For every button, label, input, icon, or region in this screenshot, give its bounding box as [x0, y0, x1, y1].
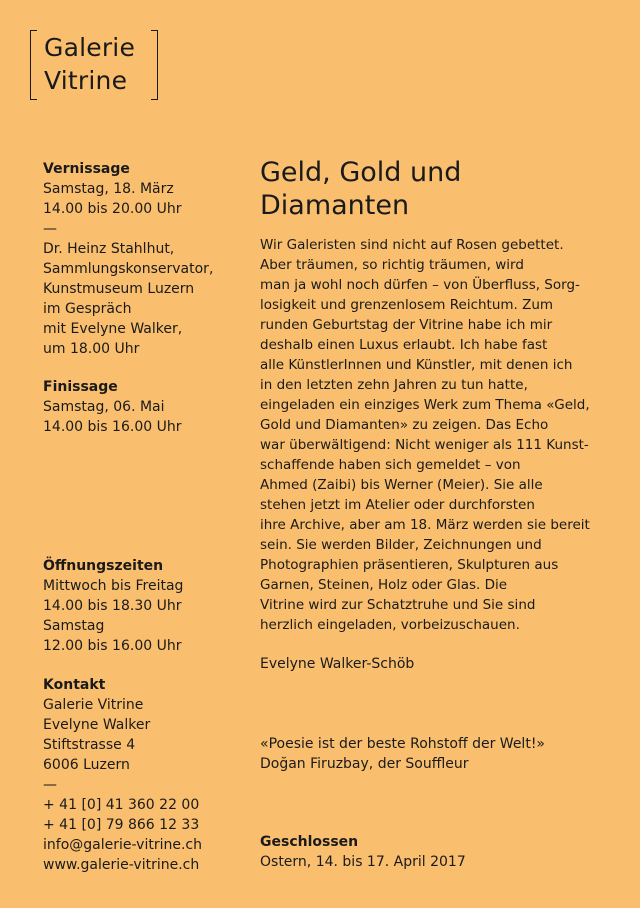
- article-line: Gold und Diamanten» zu zeigen. Das Echo: [260, 417, 549, 433]
- logo-line-2: Vitrine: [44, 66, 128, 95]
- vernissage-date: Samstag, 18. März: [43, 181, 174, 197]
- article-title-line: Diamanten: [260, 190, 410, 221]
- vernissage-dash: —: [43, 221, 57, 237]
- article-line: ihre Archive, aber am 18. März werden sie bereit: [260, 517, 590, 533]
- closed-heading: Geschlossen: [260, 834, 359, 850]
- vernissage-talk-line: Sammlungskonservator,: [43, 261, 214, 277]
- hours-section: [43, 556, 243, 656]
- vernissage-talk-line: Dr. Heinz Stahlhut,: [43, 241, 175, 257]
- article-author-block: [260, 654, 610, 674]
- article-line: Vitrine wird zur Schatztruhe und Sie sind: [260, 597, 536, 613]
- finissage-time: 14.00 bis 16.00 Uhr: [43, 419, 182, 435]
- vernissage-time: 14.00 bis 20.00 Uhr: [43, 201, 182, 217]
- logo-bracket-left: [30, 30, 37, 100]
- vernissage-talk-line: um 18.00 Uhr: [43, 341, 140, 357]
- contact-line: Galerie Vitrine: [43, 697, 144, 713]
- vernissage-talk-line: Kunstmuseum Luzern: [43, 281, 195, 297]
- contact-heading: Kontakt: [43, 677, 106, 693]
- hours-heading: Öffnungszeiten: [43, 558, 164, 574]
- hours-line: Samstag: [43, 618, 105, 634]
- article-line: Aber träumen, so richtig träumen, wird: [260, 257, 524, 273]
- article-line: man ja wohl noch dürfen – von Überfluss, Sorg-: [260, 277, 580, 293]
- article-line: Photographien präsentieren, Skulpturen aus: [260, 557, 559, 573]
- hours-line: 14.00 bis 18.30 Uhr: [43, 598, 182, 614]
- finissage-date: Samstag, 06. Mai: [43, 399, 165, 415]
- article-author: Evelyne Walker-Schöb: [260, 656, 415, 672]
- article-title: [260, 156, 461, 222]
- closed-section: [260, 832, 610, 872]
- article-line: herzlich eingeladen, vorbeizuschauen.: [260, 617, 520, 633]
- contact-website[interactable]: www.galerie-vitrine.ch: [43, 857, 200, 873]
- contact-line: 6006 Luzern: [43, 757, 130, 773]
- finissage-section: [43, 377, 243, 437]
- vernissage-talk-line: mit Evelyne Walker,: [43, 321, 183, 337]
- logo-line-1: Galerie: [44, 33, 136, 62]
- article-line: Garnen, Steinen, Holz oder Glas. Die: [260, 577, 508, 593]
- vernissage-heading: Vernissage: [43, 161, 130, 177]
- quote-text: «Poesie ist der beste Rohstoff der Welt!»: [260, 736, 545, 752]
- article-line: in den letzten zehn Jahren zu tun hatte,: [260, 377, 528, 393]
- article-line: losigkeit und grenzenlosem Reichtum. Zum: [260, 297, 554, 313]
- article-line: Wir Galeristen sind nicht auf Rosen gebettet.: [260, 237, 564, 253]
- contact-email[interactable]: info@galerie-vitrine.ch: [43, 837, 202, 853]
- contact-line: Evelyne Walker: [43, 717, 151, 733]
- quote-attribution: Doğan Firuzbay, der Souffleur: [260, 756, 469, 772]
- vernissage-section: [43, 159, 243, 359]
- finissage-heading: Finissage: [43, 379, 118, 395]
- contact-phone-2: + 41 [0] 79 866 12 33: [43, 817, 200, 833]
- hours-line: 12.00 bis 16.00 Uhr: [43, 638, 182, 654]
- article-line: eingeladen ein einziges Werk zum Thema «Geld,: [260, 397, 590, 413]
- article-body: [260, 235, 610, 635]
- article-line: stehen jetzt im Atelier oder durchforsten: [260, 497, 535, 513]
- hours-line: Mittwoch bis Freitag: [43, 578, 184, 594]
- contact-dash: —: [43, 777, 57, 793]
- logo-bracket-right: [151, 30, 158, 100]
- article-line: deshalb einen Luxus erlaubt. Ich habe fast: [260, 337, 548, 353]
- article-line: alle KünstlerInnen und Künstler, mit denen ich: [260, 357, 573, 373]
- article-title-line: Geld, Gold und: [260, 157, 462, 188]
- article-line: Ahmed (Zaibi) bis Werner (Meier). Sie alle: [260, 477, 543, 493]
- quote-block: [260, 734, 610, 774]
- logo: [30, 30, 158, 100]
- contact-section: [43, 675, 243, 875]
- article-line: war überwältigend: Nicht weniger als 111 Kunst-: [260, 437, 589, 453]
- article-line: sein. Sie werden Bilder, Zeichnungen und: [260, 537, 542, 553]
- closed-text: Ostern, 14. bis 17. April 2017: [260, 854, 466, 870]
- contact-phone-1: + 41 [0] 41 360 22 00: [43, 797, 200, 813]
- contact-line: Stiftstrasse 4: [43, 737, 136, 753]
- article-line: schaffende haben sich gemeldet – von: [260, 457, 521, 473]
- article-line: runden Geburtstag der Vitrine habe ich mir: [260, 317, 553, 333]
- vernissage-talk-line: im Gespräch: [43, 301, 132, 317]
